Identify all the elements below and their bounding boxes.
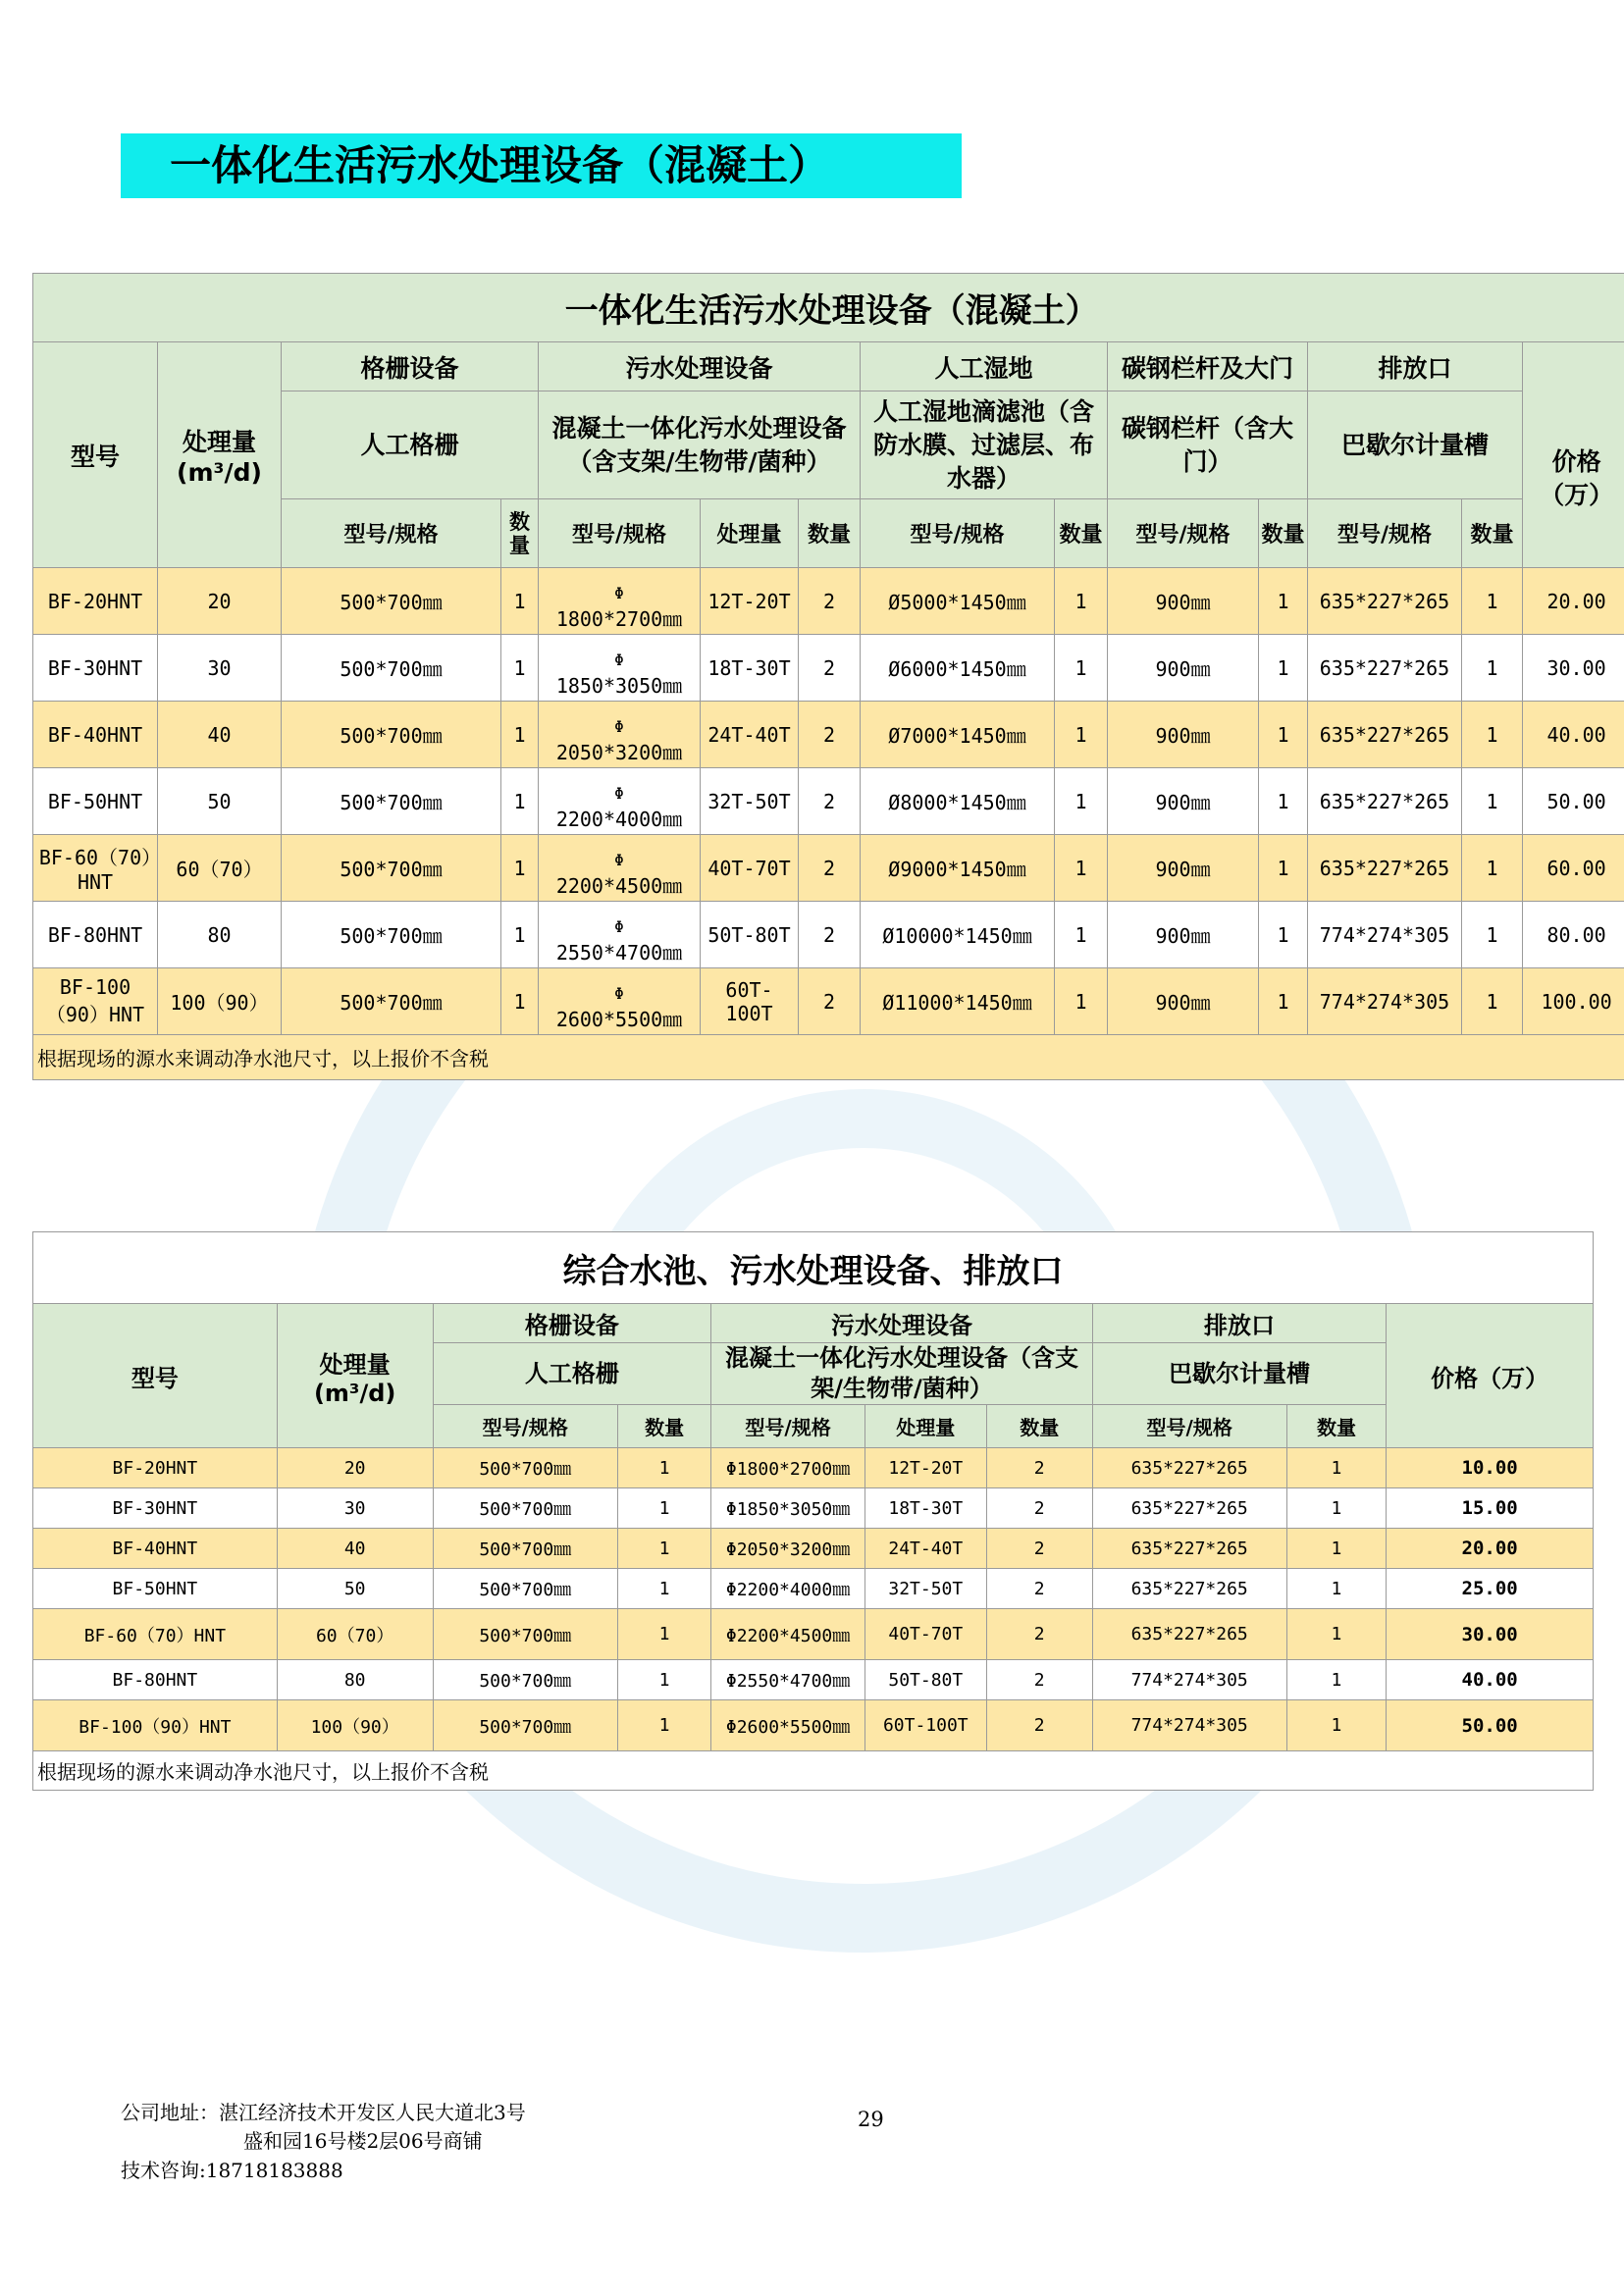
price-cell: 30.00 (1523, 635, 1624, 702)
sewage-qty-cell: 2 (986, 1660, 1092, 1700)
model-cell: BF-50HNT (33, 1569, 278, 1609)
col-spec: 型号/规格 (539, 499, 701, 568)
sewage-spec-cell (539, 635, 701, 702)
phi-symbol: Φ (614, 584, 624, 602)
price-cell: 40.00 (1523, 702, 1624, 768)
capacity-cell: 20 (158, 568, 282, 635)
sewage-qty-cell: 2 (799, 702, 861, 768)
outlet-spec-cell: 635*227*265 (1092, 1529, 1286, 1569)
sewage-spec-cell (539, 902, 701, 968)
col-spec: 型号/规格 (711, 1405, 865, 1448)
price-cell: 40.00 (1387, 1660, 1594, 1700)
col-qty: 数量 (501, 499, 539, 568)
grille-qty-cell: 1 (501, 702, 539, 768)
sub-sewage: 混凝土一体化污水处理设备（含支架/生物带/菌种） (539, 391, 861, 499)
fence-qty-cell: 1 (1259, 568, 1308, 635)
wetland-qty-cell: 1 (1055, 902, 1108, 968)
outlet-qty-cell: 1 (1286, 1700, 1387, 1751)
table-row (33, 1529, 1594, 1569)
sub-fence: 碳钢栏杆（含大门） (1108, 391, 1308, 499)
outlet-qty-cell: 1 (1462, 835, 1523, 902)
group-sewage: 污水处理设备 (539, 342, 861, 391)
sewage-size-value: 1850*3050㎜ (555, 674, 683, 698)
wetland-spec-cell: Ø7000*1450㎜ (861, 702, 1055, 768)
table-row (33, 968, 1624, 1035)
sewage-capacity-cell: 50T-80T (864, 1660, 986, 1700)
sewage-size-value: 2600*5500㎜ (555, 1008, 683, 1031)
sub-grille: 人工格栅 (282, 391, 539, 499)
model-cell: BF-100（90）HNT (33, 1700, 278, 1751)
sewage-spec-cell: Φ1850*3050㎜ (711, 1488, 865, 1529)
sewage-capacity-cell: 40T-70T (864, 1609, 986, 1660)
outlet-spec-cell: 774*274*305 (1092, 1660, 1286, 1700)
table-row (33, 902, 1624, 968)
sewage-qty-cell: 2 (986, 1700, 1092, 1751)
sewage-capacity-cell: 32T-50T (701, 768, 799, 835)
col-qty: 数量 (986, 1405, 1092, 1448)
grille-spec-cell: 500*700㎜ (282, 902, 501, 968)
sewage-spec-cell: Φ2200*4000㎜ (711, 1569, 865, 1609)
model-cell: BF-80HNT (33, 902, 158, 968)
wetland-qty-cell: 1 (1055, 635, 1108, 702)
grille-qty-cell: 1 (501, 768, 539, 835)
sewage-size-value: 1800*2700㎜ (555, 607, 683, 631)
sewage-size-value: 2200*4000㎜ (555, 808, 683, 831)
model-cell: BF-30HNT (33, 1488, 278, 1529)
wetland-spec-cell: Ø9000*1450㎜ (861, 835, 1055, 902)
grille-qty-cell: 1 (617, 1448, 710, 1488)
grille-spec-cell: 500*700㎜ (433, 1700, 617, 1751)
grille-spec-cell: 500*700㎜ (282, 835, 501, 902)
fence-qty-cell: 1 (1259, 635, 1308, 702)
grille-spec-cell: 500*700㎜ (282, 635, 501, 702)
outlet-spec-cell: 774*274*305 (1308, 968, 1462, 1035)
table-row (33, 1700, 1594, 1751)
col-spec: 型号/规格 (1108, 499, 1259, 568)
sewage-size-value: 2050*3200㎜ (555, 741, 683, 764)
col-qty: 数量 (799, 499, 861, 568)
group-outlet: 排放口 (1308, 342, 1523, 391)
grille-spec-cell: 500*700㎜ (433, 1448, 617, 1488)
grille-spec-cell: 500*700㎜ (433, 1529, 617, 1569)
col-qty: 数量 (1462, 499, 1523, 568)
outlet-spec-cell: 635*227*265 (1308, 835, 1462, 902)
grille-spec-cell: 500*700㎜ (282, 568, 501, 635)
page-number: 29 (858, 2108, 884, 2131)
price-cell: 80.00 (1523, 902, 1624, 968)
grille-qty-cell: 1 (617, 1529, 710, 1569)
capacity-cell: 30 (277, 1488, 433, 1529)
wetland-qty-cell: 1 (1055, 568, 1108, 635)
grille-qty-cell: 1 (617, 1700, 710, 1751)
fence-spec-cell: 900㎜ (1108, 968, 1259, 1035)
phi-symbol: Φ (614, 984, 624, 1003)
sewage-capacity-cell: 24T-40T (864, 1529, 986, 1569)
price-cell: 20.00 (1523, 568, 1624, 635)
col-qty: 数量 (617, 1405, 710, 1448)
grille-spec-cell: 500*700㎜ (433, 1488, 617, 1529)
sewage-spec-cell (539, 702, 701, 768)
sewage-qty-cell: 2 (799, 835, 861, 902)
price-cell: 10.00 (1387, 1448, 1594, 1488)
fence-qty-cell: 1 (1259, 768, 1308, 835)
fence-qty-cell: 1 (1259, 902, 1308, 968)
wetland-qty-cell: 1 (1055, 835, 1108, 902)
outlet-qty-cell: 1 (1462, 968, 1523, 1035)
sub-grille: 人工格栅 (433, 1343, 711, 1405)
col-price: 价格（万） (1523, 391, 1624, 568)
phi-symbol: Φ (614, 917, 624, 936)
outlet-spec-cell: 774*274*305 (1308, 902, 1462, 968)
price-header-top (1523, 342, 1624, 391)
outlet-qty-cell: 1 (1286, 1488, 1387, 1529)
model-cell: BF-40HNT (33, 702, 158, 768)
sewage-capacity-cell: 60T-100T (701, 968, 799, 1035)
fence-qty-cell: 1 (1259, 835, 1308, 902)
wetland-qty-cell: 1 (1055, 968, 1108, 1035)
sewage-qty-cell: 2 (799, 768, 861, 835)
sewage-capacity-cell: 18T-30T (701, 635, 799, 702)
sewage-spec-cell (539, 768, 701, 835)
table-row (33, 1660, 1594, 1700)
outlet-spec-cell: 635*227*265 (1092, 1488, 1286, 1529)
table-title: 一体化生活污水处理设备（混凝土） (33, 274, 1624, 342)
grille-qty-cell: 1 (501, 968, 539, 1035)
outlet-spec-cell: 635*227*265 (1308, 568, 1462, 635)
col-qty: 数量 (1055, 499, 1108, 568)
grille-qty-cell: 1 (501, 635, 539, 702)
sub-sewage: 混凝土一体化污水处理设备（含支架/生物带/菌种） (711, 1343, 1092, 1405)
outlet-qty-cell: 1 (1286, 1660, 1387, 1700)
outlet-spec-cell: 774*274*305 (1092, 1700, 1286, 1751)
sewage-spec-cell: Φ2600*5500㎜ (711, 1700, 865, 1751)
footer-address-2: 盛和园16号楼2层06号商铺 (243, 2129, 483, 2153)
fence-spec-cell: 900㎜ (1108, 635, 1259, 702)
group-fence: 碳钢栏杆及大门 (1108, 342, 1308, 391)
model-cell: BF-100（90）HNT (33, 968, 158, 1035)
outlet-qty-cell: 1 (1286, 1609, 1387, 1660)
sewage-capacity-cell: 60T-100T (864, 1700, 986, 1751)
sewage-spec-cell (539, 968, 701, 1035)
price-cell: 100.00 (1523, 968, 1624, 1035)
model-cell: BF-20HNT (33, 568, 158, 635)
sewage-spec-cell: Φ1800*2700㎜ (711, 1448, 865, 1488)
outlet-spec-cell: 635*227*265 (1092, 1569, 1286, 1609)
table-row (33, 1569, 1594, 1609)
sewage-capacity-cell: 12T-20T (864, 1448, 986, 1488)
price-cell: 20.00 (1387, 1529, 1594, 1569)
table-row (33, 768, 1624, 835)
model-cell: BF-40HNT (33, 1529, 278, 1569)
footer-consult: 技术咨询:18718183888 (121, 2159, 343, 2182)
phi-symbol: Φ (614, 651, 624, 669)
price-cell: 60.00 (1523, 835, 1624, 902)
capacity-cell: 100（90） (158, 968, 282, 1035)
wetland-spec-cell: Ø5000*1450㎜ (861, 568, 1055, 635)
wetland-qty-cell: 1 (1055, 768, 1108, 835)
sewage-capacity-cell: 50T-80T (701, 902, 799, 968)
table-combined-equipment (32, 1231, 1594, 1791)
phi-symbol: Φ (614, 784, 624, 803)
sewage-qty-cell: 2 (986, 1448, 1092, 1488)
price-cell: 25.00 (1387, 1569, 1594, 1609)
sewage-spec-cell: Φ2550*4700㎜ (711, 1660, 865, 1700)
outlet-spec-cell: 635*227*265 (1308, 702, 1462, 768)
outlet-spec-cell: 635*227*265 (1308, 768, 1462, 835)
sewage-capacity-cell: 12T-20T (701, 568, 799, 635)
model-cell: BF-20HNT (33, 1448, 278, 1488)
group-grille: 格栅设备 (282, 342, 539, 391)
capacity-cell: 80 (277, 1660, 433, 1700)
sub-outlet: 巴歇尔计量槽 (1092, 1343, 1387, 1405)
col-model: 型号 (33, 342, 158, 568)
fence-qty-cell: 1 (1259, 968, 1308, 1035)
table-row (33, 568, 1624, 635)
sewage-size-value: 2200*4500㎜ (555, 874, 683, 898)
wetland-spec-cell: Ø8000*1450㎜ (861, 768, 1055, 835)
sewage-qty-cell: 2 (986, 1488, 1092, 1529)
group-sewage: 污水处理设备 (711, 1304, 1092, 1343)
grille-spec-cell: 500*700㎜ (282, 768, 501, 835)
wetland-spec-cell: Ø6000*1450㎜ (861, 635, 1055, 702)
capacity-cell: 30 (158, 635, 282, 702)
grille-spec-cell: 500*700㎜ (433, 1569, 617, 1609)
grille-spec-cell: 500*700㎜ (433, 1660, 617, 1700)
model-cell: BF-80HNT (33, 1660, 278, 1700)
table-row (33, 702, 1624, 768)
fence-spec-cell: 900㎜ (1108, 702, 1259, 768)
grille-spec-cell: 500*700㎜ (282, 702, 501, 768)
outlet-qty-cell: 1 (1286, 1569, 1387, 1609)
grille-spec-cell: 500*700㎜ (433, 1609, 617, 1660)
sewage-qty-cell: 2 (799, 902, 861, 968)
group-outlet: 排放口 (1092, 1304, 1387, 1343)
sewage-capacity-cell: 40T-70T (701, 835, 799, 902)
col-capacity: 处理量(m³/d) (277, 1304, 433, 1448)
outlet-spec-cell: 635*227*265 (1092, 1448, 1286, 1488)
sewage-size-value: 2550*4700㎜ (555, 941, 683, 965)
grille-qty-cell: 1 (501, 902, 539, 968)
col-capacity-range: 处理量 (864, 1405, 986, 1448)
table-concrete-equipment (32, 273, 1624, 1080)
table-row (33, 1488, 1594, 1529)
table-note: 根据现场的源水来调动净水池尺寸，以上报价不含税 (33, 1751, 1594, 1791)
price-cell: 50.00 (1387, 1700, 1594, 1751)
grille-qty-cell: 1 (617, 1609, 710, 1660)
col-capacity: 处理量(m³/d) (158, 342, 282, 568)
group-wetland: 人工湿地 (861, 342, 1108, 391)
col-spec: 型号/规格 (282, 499, 501, 568)
col-spec: 型号/规格 (861, 499, 1055, 568)
fence-qty-cell: 1 (1259, 702, 1308, 768)
outlet-qty-cell: 1 (1462, 902, 1523, 968)
table-row (33, 635, 1624, 702)
sewage-capacity-cell: 24T-40T (701, 702, 799, 768)
sewage-spec-cell: Φ2050*3200㎜ (711, 1529, 865, 1569)
grille-spec-cell: 500*700㎜ (282, 968, 501, 1035)
capacity-cell: 40 (158, 702, 282, 768)
fence-spec-cell: 900㎜ (1108, 902, 1259, 968)
sewage-spec-cell (539, 568, 701, 635)
col-capacity-range: 处理量 (701, 499, 799, 568)
col-spec: 型号/规格 (1308, 499, 1462, 568)
wetland-spec-cell: Ø10000*1450㎜ (861, 902, 1055, 968)
col-qty: 数量 (1286, 1405, 1387, 1448)
capacity-cell: 80 (158, 902, 282, 968)
outlet-qty-cell: 1 (1286, 1529, 1387, 1569)
sub-outlet: 巴歇尔计量槽 (1308, 391, 1523, 499)
sewage-spec-cell: Φ2200*4500㎜ (711, 1609, 865, 1660)
outlet-qty-cell: 1 (1462, 768, 1523, 835)
sewage-qty-cell: 2 (986, 1569, 1092, 1609)
table-row (33, 1448, 1594, 1488)
fence-spec-cell: 900㎜ (1108, 768, 1259, 835)
capacity-cell: 60（70） (277, 1609, 433, 1660)
grille-qty-cell: 1 (617, 1488, 710, 1529)
sewage-qty-cell: 2 (986, 1529, 1092, 1569)
outlet-qty-cell: 1 (1286, 1448, 1387, 1488)
model-cell: BF-60（70）HNT (33, 835, 158, 902)
col-price: 价格（万） (1387, 1304, 1594, 1448)
capacity-cell: 100（90） (277, 1700, 433, 1751)
sewage-qty-cell: 2 (799, 635, 861, 702)
fence-spec-cell: 900㎜ (1108, 835, 1259, 902)
sub-wetland: 人工湿地滴滤池（含防水膜、过滤层、布水器） (861, 391, 1108, 499)
col-spec: 型号/规格 (1092, 1405, 1286, 1448)
phi-symbol: Φ (614, 717, 624, 736)
page-title: 一体化生活污水处理设备（混凝土） (121, 133, 962, 198)
grille-qty-cell: 1 (617, 1569, 710, 1609)
fence-spec-cell: 900㎜ (1108, 568, 1259, 635)
table-row (33, 1609, 1594, 1660)
grille-qty-cell: 1 (501, 835, 539, 902)
capacity-cell: 20 (277, 1448, 433, 1488)
outlet-qty-cell: 1 (1462, 635, 1523, 702)
capacity-cell: 50 (158, 768, 282, 835)
capacity-cell: 50 (277, 1569, 433, 1609)
price-cell: 50.00 (1523, 768, 1624, 835)
sewage-capacity-cell: 18T-30T (864, 1488, 986, 1529)
model-cell: BF-30HNT (33, 635, 158, 702)
sewage-qty-cell: 2 (799, 968, 861, 1035)
footer-address-1: 公司地址：湛江经济技术开发区人民大道北3号 (121, 2101, 526, 2124)
col-qty: 数量 (1259, 499, 1308, 568)
sewage-qty-cell: 2 (799, 568, 861, 635)
table-row (33, 835, 1624, 902)
grille-qty-cell: 1 (501, 568, 539, 635)
group-grille: 格栅设备 (433, 1304, 711, 1343)
price-cell: 15.00 (1387, 1488, 1594, 1529)
outlet-qty-cell: 1 (1462, 568, 1523, 635)
price-cell: 30.00 (1387, 1609, 1594, 1660)
outlet-spec-cell: 635*227*265 (1308, 635, 1462, 702)
capacity-cell: 40 (277, 1529, 433, 1569)
grille-qty-cell: 1 (617, 1660, 710, 1700)
wetland-spec-cell: Ø11000*1450㎜ (861, 968, 1055, 1035)
model-cell: BF-50HNT (33, 768, 158, 835)
col-spec: 型号/规格 (433, 1405, 617, 1448)
table-title: 综合水池、污水处理设备、排放口 (33, 1232, 1594, 1304)
outlet-spec-cell: 635*227*265 (1092, 1609, 1286, 1660)
wetland-qty-cell: 1 (1055, 702, 1108, 768)
sewage-qty-cell: 2 (986, 1609, 1092, 1660)
outlet-qty-cell: 1 (1462, 702, 1523, 768)
sewage-spec-cell (539, 835, 701, 902)
sewage-capacity-cell: 32T-50T (864, 1569, 986, 1609)
capacity-cell: 60（70） (158, 835, 282, 902)
phi-symbol: Φ (614, 851, 624, 869)
model-cell: BF-60（70）HNT (33, 1609, 278, 1660)
table-note: 根据现场的源水来调动净水池尺寸，以上报价不含税 (33, 1035, 1624, 1080)
col-model: 型号 (33, 1304, 278, 1448)
